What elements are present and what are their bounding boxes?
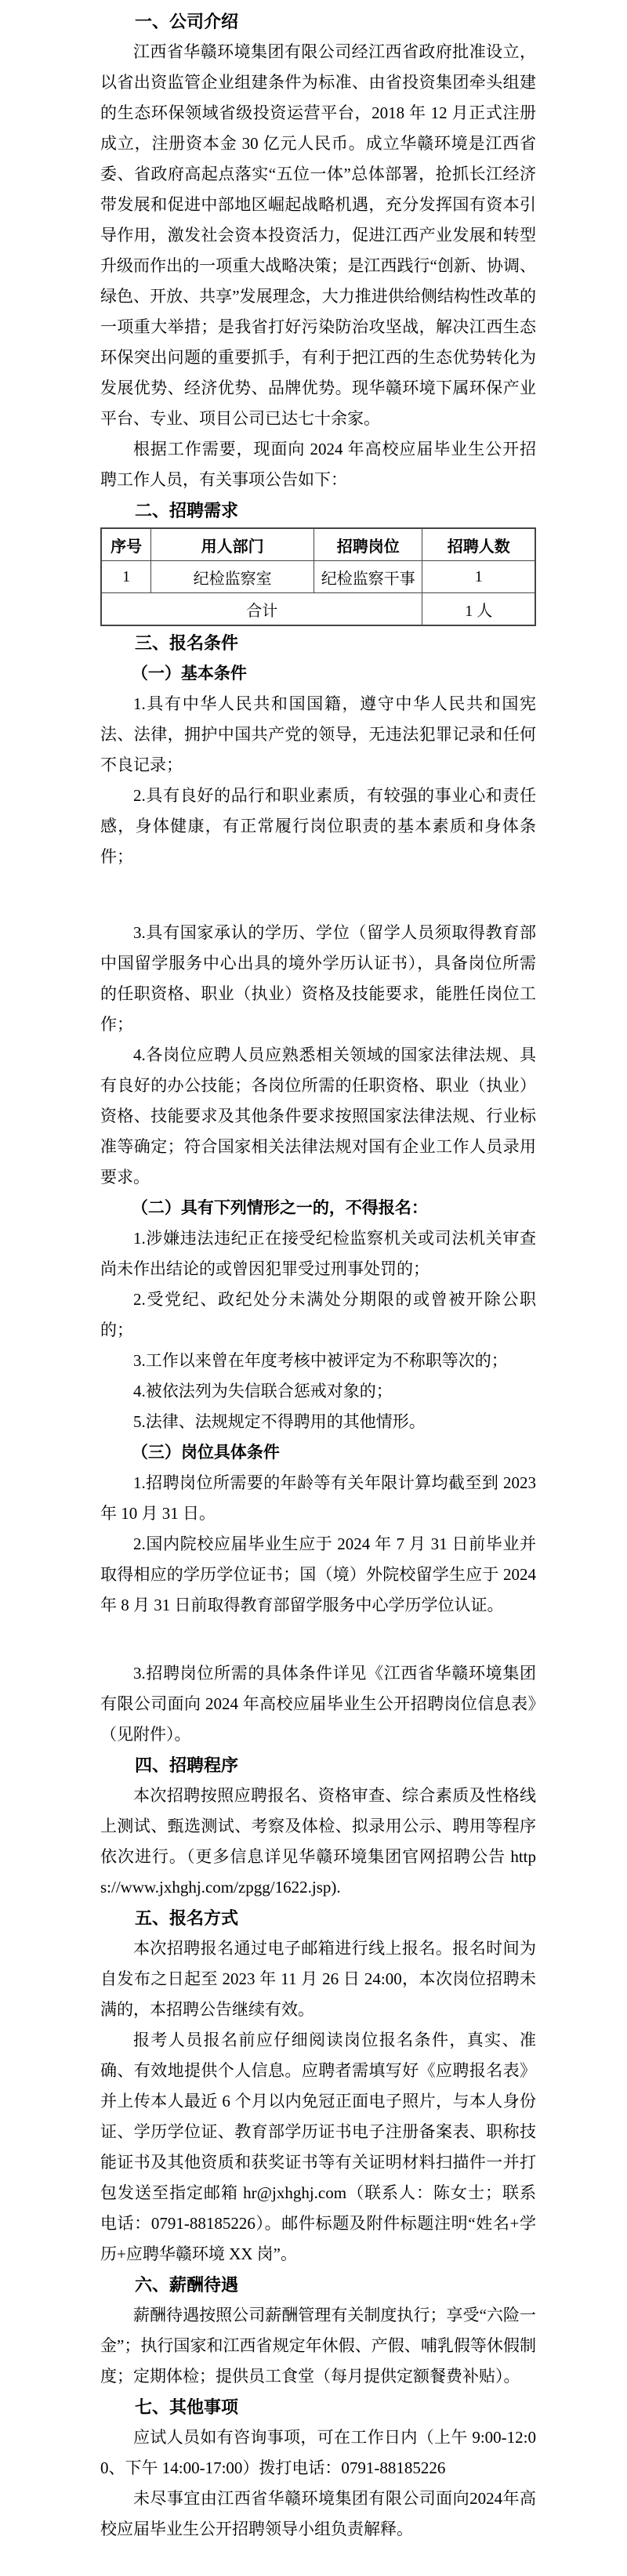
table-total-label: 合计 [101,593,422,626]
section-heading-apply-method: 五、报名方式 [135,1908,239,1928]
exclusion-condition-item: 2.受党纪、政纪处分未满处分期限的或曾被开除公职的； [100,1290,536,1339]
exclusion-condition-item: 5.法律、法规规定不得聘用的其他情形。 [133,1412,426,1431]
interpretation-right-paragraph: 未尽事宜由江西省华赣环境集团有限公司面向2024年高校应届毕业生公开招聘领导小组负责解释。 [100,2489,536,2538]
table-header-serial: 序号 [101,528,151,561]
recruit-announcement-lead-paragraph: 根据工作需要，现面向 2024 年高校应届毕业生公开招聘工作人员，有关事项公告如下： [100,440,536,489]
table-cell-headcount: 1 [422,561,535,593]
table-header-department: 用人部门 [151,528,314,561]
table-header-position: 招聘岗位 [314,528,422,561]
table-cell-position: 纪检监察干事 [314,561,422,593]
consultation-phone-paragraph: 应试人员如有咨询事项，可在工作日内（上午 9:00-12:00、下午 14:00-17:00）拨打电话：0791-88185226 [100,2428,536,2477]
table-cell-department: 纪检监察室 [151,561,314,593]
recruitment-table [100,527,536,626]
table-row [101,561,535,593]
post-specific-condition-item: 1.招聘岗位所需要的年龄等有关年限计算均截至到 2023 年 10 月 31 日。 [100,1473,536,1523]
table-cell-serial: 1 [101,561,151,593]
exclusion-condition-item: 4.被依法列为失信联合惩戒对象的； [133,1382,393,1400]
exclusion-condition-item: 1.涉嫌违法违纪正在接受纪检监察机关或司法机关审查尚未作出结论的或曾因犯罪受过刑事处罚的； [100,1229,536,1278]
section-heading-apply-conditions: 三、报名条件 [135,633,239,653]
section-heading-company-intro: 一、公司介绍 [135,12,239,31]
section-heading-recruit-demand: 二、招聘需求 [135,501,239,520]
subsection-heading-post-specific-conditions: （三）岗位具体条件 [131,1443,280,1462]
company-intro-paragraph: 江西省华赣环境集团有限公司经江西省政府批准设立，以省出资监管企业组建条件为标准、由省投资集团牵头组建的生态环保领域省级投资运营平台，2018 年 12 月正式注册成立，注册资本金 30 亿元人民币。成立华赣环境是江西省委、省政府高起点落实“五位一体”总体部署，抢抓长江经济带发展和促进中部地区崛起战略机遇，充分发挥国有资本引导作用，激发社会资本投资活力，促进江西产业发展和转型升级而作出的一项重大战略决策；是江西践行“创新、协调、绿色、开放、共享”发展理念，大力推进供给侧结构性改革的一项重大举措；是我省打好污染防治攻坚战，解决江西生态环保突出问题的重要抓手，有利于把江西的生态优势转化为发展优势、经济优势、品牌优势。现华赣环境下属环保产业平台、专业、项目公司已达七十余家。 [100,42,536,428]
post-specific-condition-item: 3.招聘岗位所需的具体条件详见《江西省华赣环境集团有限公司面向 2024 年高校应届毕业生公开招聘岗位信息表》（见附件）。 [100,1664,536,1744]
exclusion-condition-item: 3.工作以来曾在年度考核中被评定为不称职等次的； [133,1351,508,1370]
basic-condition-item: 2.具有良好的品行和职业素质，有较强的事业心和责任感，身体健康，有正常履行岗位职责的基本素质和身体条件； [100,786,536,866]
table-header-row [101,528,535,561]
page-break-gap [100,872,536,918]
apply-method-materials-paragraph: 报考人员报名前应仔细阅读岗位报名条件，真实、准确、有效地提供个人信息。应聘者需填写好《应聘报名表》并上传本人最近 6 个月以内免冠正面电子照片，与本人身份证、学历学位证、教育部学历证书电子注册备案表、职称技能证书及其他资质和获奖证书等有关证明材料扫描件一并打包发送至指定邮箱 hr@jxhghj.com（联系人：陈女士；联系电话：0791-88185226）。邮件标题及附件标题注明“姓名+学历+应聘华赣环境 XX 岗”。 [100,2031,536,2263]
section-heading-recruit-procedure: 四、招聘程序 [135,1755,239,1775]
subsection-heading-exclusion-conditions: （二）具有下列情形之一的，不得报名： [131,1198,428,1217]
recruit-procedure-paragraph: 本次招聘按照应聘报名、资格审查、综合素质及性格线上测试、甄选测试、考察及体检、拟录用公示、聘用等程序依次进行。（更多信息详见华赣环境集团官网招聘公告 https://www.jxhghj.com/zpgg/1622.jsp). [100,1786,536,1897]
subsection-heading-basic-conditions: （一）基本条件 [131,664,247,683]
page-break-gap [100,1621,536,1658]
apply-method-time-paragraph: 本次招聘报名通过电子邮箱进行线上报名。报名时间为自发布之日起至 2023 年 11 月 26 日 24:00，本次岗位招聘未满的，本招聘公告继续有效。 [100,1939,536,2019]
table-total-value: 1 人 [422,593,535,626]
salary-benefits-paragraph: 薪酬待遇按照公司薪酬管理有关制度执行；享受“六险一金”；执行国家和江西省规定年休假、产假、哺乳假等休假制度；定期体检；提供员工食堂（每月提供定额餐费补贴）。 [100,2306,536,2386]
basic-condition-item: 3.具有国家承认的学历、学位（留学人员须取得教育部中国留学服务中心出具的境外学历认证书），具备岗位所需的任职资格、职业（执业）资格及技能要求，能胜任岗位工作； [100,923,536,1034]
table-total-row [101,593,535,626]
basic-condition-item: 1.具有中华人民共和国国籍，遵守中华人民共和国宪法、法律，拥护中国共产党的领导，无违法犯罪记录和任何不良记录； [100,694,536,774]
section-heading-other-matters: 七、其他事项 [135,2397,239,2417]
basic-condition-item: 4.各岗位应聘人员应熟悉相关领域的国家法律法规、具有良好的办公技能；各岗位所需的任职资格、职业（执业）资格、技能要求及其他条件要求按照国家法律法规、行业标准等确定；符合国家相关法律法规对国有企业工作人员录用要求。 [100,1045,536,1187]
post-specific-condition-item: 2.国内院校应届毕业生应于 2024 年 7 月 31 日前毕业并取得相应的学历学位证书；国（境）外院校留学生应于 2024 年 8 月 31 日前取得教育部留学服务中心学历学位认证。 [100,1534,536,1614]
table-header-headcount: 招聘人数 [422,528,535,561]
section-heading-salary-benefits: 六、薪酬待遇 [135,2275,239,2295]
